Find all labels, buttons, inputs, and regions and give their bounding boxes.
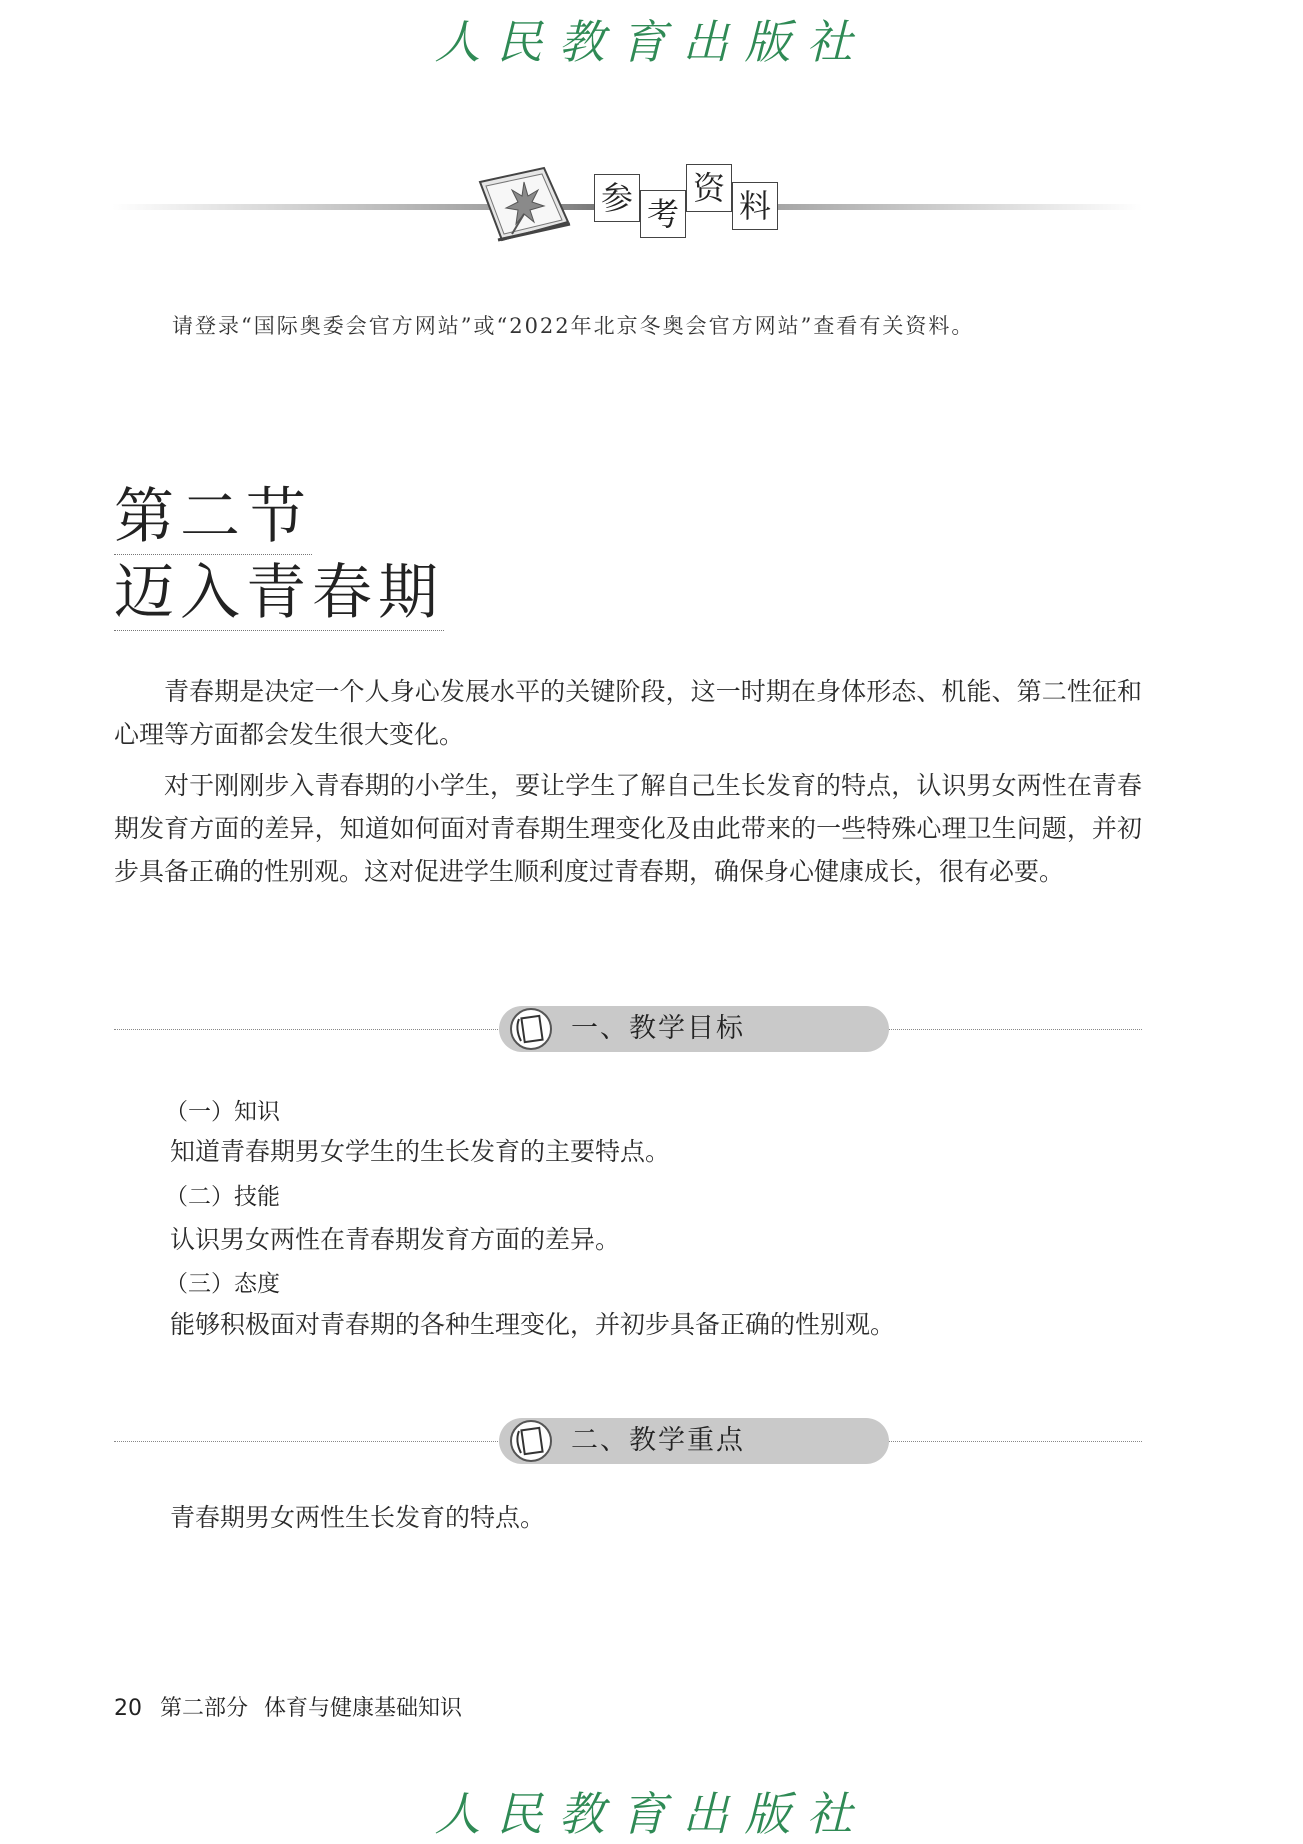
page-footer xyxy=(114,1691,462,1722)
reference-char: 考 xyxy=(640,190,686,238)
book-leaf-icon xyxy=(472,160,577,250)
notebook-icon xyxy=(507,1007,555,1051)
heading-pill xyxy=(499,1006,889,1052)
reference-note: 请登录“国际奥委会官方网站”或“2022年北京冬奥会官方网站”查看有关资料。 xyxy=(172,314,975,338)
reference-char: 资 xyxy=(686,164,732,212)
focus-heading-bar xyxy=(114,1418,1142,1466)
goals-heading: 一、教学目标 xyxy=(571,1013,745,1044)
intro-paragraph: 青春期是决定一个人身心发展水平的关键阶段，这一时期在身体形态、机能、第二性征和心理等方面都会发生很大变化。 xyxy=(114,677,1142,749)
focus-text: 青春期男女两性生长发育的特点。 xyxy=(170,1503,546,1532)
reference-char: 料 xyxy=(732,182,778,230)
notebook-icon xyxy=(507,1419,555,1463)
section-title: 迈入青春期 xyxy=(114,560,444,631)
footer-chapter: 体育与健康基础知识 xyxy=(264,1696,463,1721)
reference-banner xyxy=(112,160,1142,250)
heading-pill xyxy=(499,1418,889,1464)
footer-part: 第二部分 xyxy=(160,1696,249,1721)
publisher-watermark-top: 人民教育出版社 xyxy=(434,15,869,69)
publisher-watermark-bottom: 人民教育出版社 xyxy=(434,1787,869,1841)
goal-label-knowledge: （一）知识 xyxy=(165,1099,280,1125)
reference-char: 参 xyxy=(594,174,640,222)
goal-text-attitude: 能够积极面对青春期的各种生理变化，并初步具备正确的性别观。 xyxy=(170,1310,896,1339)
goal-text-knowledge: 知道青春期男女学生的生长发育的主要特点。 xyxy=(170,1137,671,1166)
intro-paragraph: 对于刚刚步入青春期的小学生，要让学生了解自己生长发育的特点，认识男女两性在青春期发育方面的差异，知道如何面对青春期生理变化及由此带来的一些特殊心理卫生问题，并初步具备正确的性别观。这对促进学生顺利度过青春期，确保身心健康成长，很有必要。 xyxy=(114,771,1142,886)
goals-heading-bar xyxy=(114,1006,1142,1054)
section-number: 第二节 xyxy=(114,484,312,555)
focus-heading: 二、教学重点 xyxy=(571,1425,745,1456)
goal-label-attitude: （三）态度 xyxy=(165,1271,280,1297)
goal-text-skill: 认识男女两性在青春期发育方面的差异。 xyxy=(170,1225,621,1254)
page-number: 20 xyxy=(114,1696,142,1721)
goal-label-skill: （二）技能 xyxy=(165,1184,280,1210)
